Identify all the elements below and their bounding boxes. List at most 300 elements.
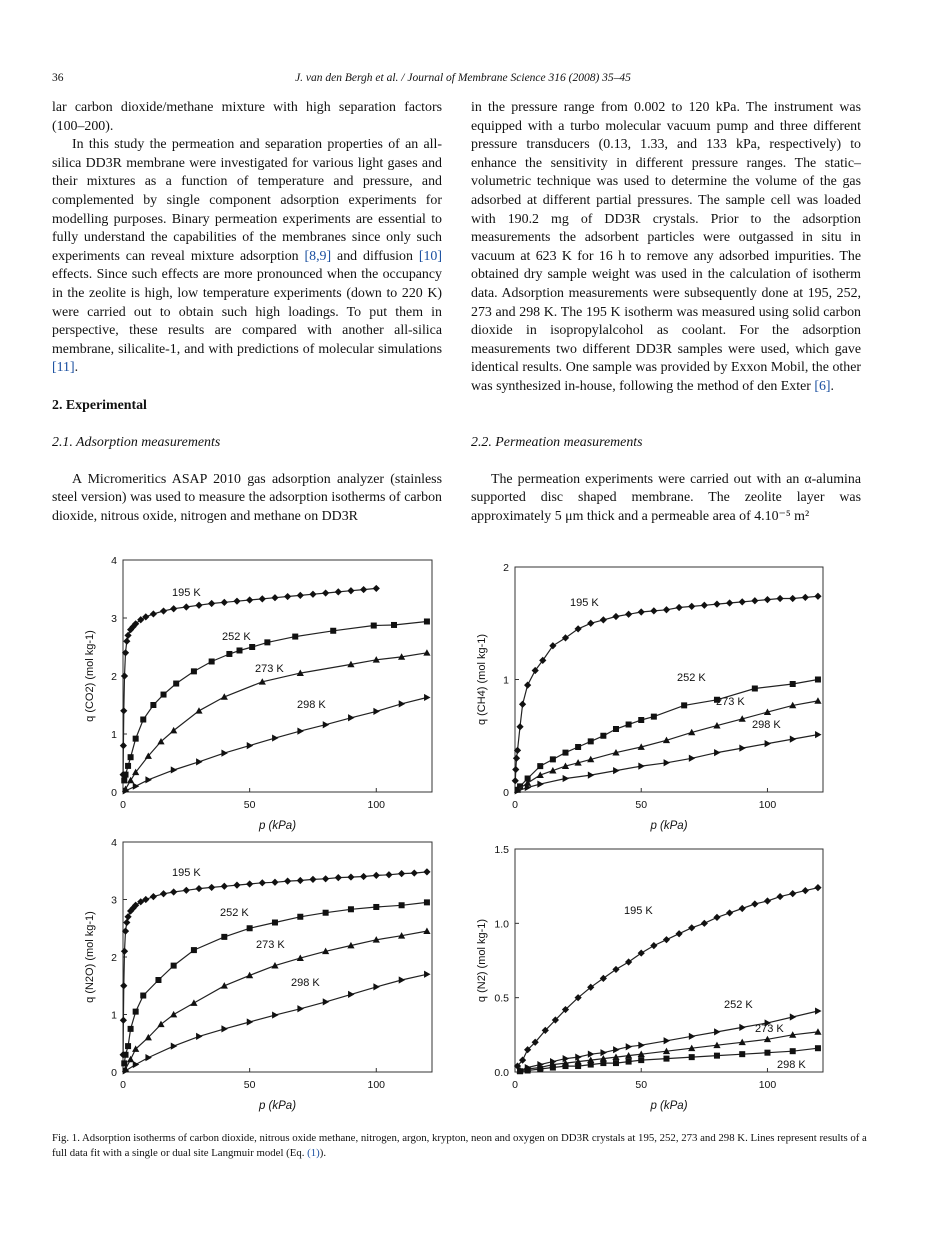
data-point bbox=[550, 756, 556, 762]
data-point bbox=[398, 870, 405, 877]
data-point bbox=[246, 596, 253, 603]
data-point bbox=[171, 766, 177, 773]
data-point bbox=[739, 745, 745, 752]
data-point bbox=[613, 767, 619, 774]
data-point bbox=[802, 594, 809, 601]
data-point bbox=[600, 616, 607, 623]
data-point bbox=[145, 1054, 151, 1061]
data-point bbox=[815, 677, 821, 683]
data-point bbox=[297, 592, 304, 599]
data-point bbox=[814, 1028, 821, 1034]
data-point bbox=[562, 1063, 568, 1069]
data-point bbox=[335, 588, 342, 595]
y-tick-label: 1 bbox=[111, 729, 117, 741]
data-point bbox=[271, 879, 278, 886]
data-point bbox=[814, 884, 821, 891]
data-point bbox=[638, 1042, 644, 1049]
y-tick-label: 0 bbox=[503, 787, 509, 799]
paragraph: A Micromeritics ASAP 2010 gas adsorption analyzer (stainless steel version) was used to measure the adsorption isotherms of carbon dioxide, nitrous oxide, nitrogen and methane on DD3R bbox=[52, 471, 442, 525]
data-point bbox=[171, 963, 177, 969]
series-252-K bbox=[121, 899, 430, 1066]
data-point bbox=[348, 906, 354, 912]
data-point bbox=[650, 942, 657, 949]
data-point bbox=[259, 595, 266, 602]
data-point bbox=[638, 763, 644, 770]
text-run: . bbox=[830, 378, 835, 394]
y-axis-label: q (CO2) (mol kg-1) bbox=[84, 630, 96, 722]
data-point bbox=[272, 1011, 278, 1018]
data-point bbox=[208, 884, 215, 891]
x-tick-label: 50 bbox=[243, 1079, 256, 1091]
data-point bbox=[170, 888, 177, 895]
citation-link[interactable]: [10] bbox=[418, 248, 442, 264]
data-point bbox=[626, 1043, 632, 1050]
data-point bbox=[140, 993, 146, 999]
data-point bbox=[562, 634, 569, 641]
data-point bbox=[399, 902, 405, 908]
data-point bbox=[309, 876, 316, 883]
data-point bbox=[373, 904, 379, 910]
data-point bbox=[297, 877, 304, 884]
left-column bbox=[52, 99, 442, 527]
data-point bbox=[814, 593, 821, 600]
data-point bbox=[133, 1009, 139, 1015]
data-point bbox=[613, 1046, 619, 1053]
y-tick-label: 2 bbox=[111, 671, 117, 683]
data-point bbox=[714, 1053, 720, 1059]
data-point bbox=[373, 585, 380, 592]
data-point bbox=[190, 999, 197, 1005]
data-point bbox=[537, 763, 543, 769]
figure-isotherms bbox=[0, 540, 925, 1125]
data-point bbox=[739, 905, 746, 912]
data-point bbox=[638, 1057, 644, 1063]
data-point bbox=[133, 1061, 139, 1068]
data-point bbox=[815, 731, 821, 738]
x-axis-label: p (kPa) bbox=[258, 820, 297, 832]
data-point bbox=[638, 717, 644, 723]
data-point bbox=[600, 733, 606, 739]
fit-line bbox=[518, 888, 819, 1066]
series-252-K bbox=[515, 672, 821, 793]
data-point bbox=[221, 599, 228, 606]
y-tick-label: 1.0 bbox=[494, 918, 509, 931]
data-point bbox=[752, 686, 758, 692]
citation-link[interactable]: [8,9] bbox=[304, 248, 332, 264]
data-point bbox=[600, 1060, 606, 1066]
data-point bbox=[650, 607, 657, 614]
y-tick-label: 0.0 bbox=[494, 1067, 509, 1079]
data-point bbox=[120, 742, 127, 749]
data-point bbox=[575, 1063, 581, 1069]
data-point bbox=[173, 681, 179, 687]
data-point bbox=[221, 1025, 227, 1032]
series-label: 273 K bbox=[255, 663, 284, 675]
journal-citation: J. van den Bergh et al. / Journal of Membrane Science 316 (2008) 35–45 bbox=[295, 72, 631, 84]
data-point bbox=[689, 755, 695, 762]
data-point bbox=[701, 920, 708, 927]
series-label: 195 K bbox=[570, 597, 599, 609]
data-point bbox=[284, 878, 291, 885]
data-point bbox=[524, 682, 531, 689]
data-point bbox=[626, 722, 632, 728]
data-point bbox=[221, 750, 227, 757]
data-point bbox=[121, 948, 128, 955]
series-298-K bbox=[515, 719, 822, 794]
data-point bbox=[751, 597, 758, 604]
data-point bbox=[125, 763, 131, 769]
series-label: 298 K bbox=[752, 719, 781, 731]
y-axis-label: q (CH4) (mol kg-1) bbox=[476, 633, 488, 726]
series-label: 273 K bbox=[755, 1023, 784, 1035]
data-point bbox=[663, 1056, 669, 1062]
data-point bbox=[348, 714, 354, 721]
data-point bbox=[123, 772, 129, 778]
data-point bbox=[233, 598, 240, 605]
data-point bbox=[292, 634, 298, 640]
x-tick-label: 50 bbox=[635, 799, 648, 811]
data-point bbox=[776, 893, 783, 900]
data-point bbox=[128, 1026, 134, 1032]
series-label: 273 K bbox=[256, 939, 285, 951]
data-point bbox=[537, 1066, 543, 1072]
text-run: in the pressure range from 0.002 to 120 kPa. The instrument was equipped with a turbo molecular vacuum pump and three different pressure transducers (0.13, 1.33, and 133 kPa, respectively) to enhance the sensitivity in different pressure ranges. The static–volumetric technique was used to determine the volume of the gas adsorbed at different partial pressures. The sample cell was loaded with 190.2 mg of DD3R crystals. Prior to the adsorption measurements the adsorbent particles were outgassed in situ in vacuum at 623 K for 16 h to remove any adsorbed impurities. The obtained dry sample weight was used in the calculation of isotherm data. Adsorption measurements were subsequently done at 195, 252, 273 and 298 K. The 195 K isotherm was measured using solid carbon dioxide in isopropylalcohol as coolant. For the adsorption measurements two different DD3R samples were used, which gave identical results. One sample was provided by Exxon Mobil, the other was synthesized in-house, following the method of den Exter bbox=[471, 100, 861, 394]
text-run: . bbox=[74, 360, 79, 376]
data-point bbox=[411, 869, 418, 876]
data-point bbox=[751, 900, 758, 907]
paragraph bbox=[52, 136, 442, 378]
data-point bbox=[815, 1045, 821, 1051]
data-point bbox=[247, 925, 253, 931]
data-point bbox=[195, 707, 202, 713]
data-point bbox=[360, 873, 367, 880]
data-point bbox=[675, 930, 682, 937]
series-label: 298 K bbox=[297, 699, 326, 711]
data-point bbox=[563, 775, 569, 782]
data-point bbox=[588, 738, 594, 744]
data-point bbox=[726, 599, 733, 606]
data-point bbox=[625, 958, 632, 965]
data-point bbox=[385, 871, 392, 878]
data-point bbox=[512, 777, 519, 784]
data-point bbox=[271, 594, 278, 601]
y-axis-label: q (N2) (mol kg-1) bbox=[476, 918, 488, 1003]
x-tick-label: 0 bbox=[512, 1079, 518, 1091]
data-point bbox=[170, 1011, 177, 1017]
data-point bbox=[689, 1054, 695, 1060]
x-axis-label: p (kPa) bbox=[650, 820, 688, 832]
data-point bbox=[713, 914, 720, 921]
series-label: 273 K bbox=[716, 696, 745, 708]
data-point bbox=[133, 783, 139, 790]
data-point bbox=[689, 1033, 695, 1040]
data-point bbox=[612, 613, 619, 620]
data-point bbox=[424, 694, 430, 701]
data-point bbox=[323, 998, 329, 1005]
x-tick-label: 100 bbox=[758, 1079, 777, 1091]
data-point bbox=[790, 736, 796, 743]
fit-line bbox=[518, 701, 819, 790]
chart-panel-2 bbox=[476, 562, 823, 832]
data-point bbox=[663, 606, 670, 613]
caption-text: Fig. 1. Adsorption isotherms of carbon dioxide, nitrous oxide methane, nitrogen, argon, krypton, neon and oxygen on DD3R crystals at 195, 252, 273 and 298 K. Lines represent results of a full data fit with a single or dual site Langmuir model (Eq. bbox=[52, 1132, 867, 1159]
data-point bbox=[145, 776, 151, 783]
data-point bbox=[259, 879, 266, 886]
data-point bbox=[123, 1052, 129, 1058]
data-point bbox=[297, 728, 303, 735]
caption-text: ). bbox=[319, 1147, 327, 1159]
chart-panel-1 bbox=[84, 555, 432, 832]
series-195-K bbox=[120, 585, 380, 778]
series-label: 298 K bbox=[291, 977, 320, 989]
data-point bbox=[272, 920, 278, 926]
citation-link[interactable]: [11] bbox=[52, 360, 75, 376]
data-point bbox=[335, 874, 342, 881]
data-point bbox=[322, 875, 329, 882]
data-point bbox=[150, 893, 157, 900]
data-point bbox=[128, 754, 134, 760]
data-point bbox=[588, 772, 594, 779]
series-273-K bbox=[122, 649, 431, 792]
y-tick-label: 2 bbox=[111, 952, 117, 964]
data-point bbox=[516, 723, 523, 730]
data-point bbox=[208, 600, 215, 607]
data-point bbox=[424, 971, 430, 978]
data-point bbox=[739, 1051, 745, 1057]
y-tick-label: 0 bbox=[111, 787, 117, 799]
data-point bbox=[764, 596, 771, 603]
plot-frame bbox=[123, 560, 432, 792]
right-column bbox=[471, 99, 861, 527]
data-point bbox=[713, 601, 720, 608]
series-298-K bbox=[123, 694, 431, 795]
y-tick-label: 0.5 bbox=[494, 992, 509, 1005]
data-point bbox=[790, 681, 796, 687]
data-point bbox=[663, 936, 670, 943]
x-tick-label: 0 bbox=[120, 799, 126, 811]
data-point bbox=[513, 755, 520, 762]
data-point bbox=[789, 595, 796, 602]
data-point bbox=[626, 1059, 632, 1065]
data-point bbox=[347, 587, 354, 594]
data-point bbox=[423, 928, 430, 934]
data-point bbox=[121, 1060, 127, 1066]
paragraph: The permeation experiments were carried out with an α-alumina supported disc shaped membrane. The zeolite layer was approximately 5 μm thick and a permeable area of 4.10⁻⁵ m² bbox=[471, 471, 861, 525]
data-point bbox=[688, 603, 695, 610]
section-heading: 2. Experimental bbox=[52, 397, 147, 413]
data-point bbox=[121, 777, 127, 783]
y-tick-label: 1 bbox=[111, 1009, 117, 1022]
data-point bbox=[309, 591, 316, 598]
data-point bbox=[233, 882, 240, 889]
data-point bbox=[512, 766, 519, 773]
paragraph: lar carbon dioxide/methane mixture with high separation factors (100–200). bbox=[52, 100, 442, 134]
data-point bbox=[537, 781, 543, 788]
data-point bbox=[701, 602, 708, 609]
data-point bbox=[625, 611, 632, 618]
data-point bbox=[525, 1068, 531, 1074]
fit-line bbox=[518, 680, 819, 790]
plot-frame bbox=[515, 849, 823, 1072]
data-point bbox=[360, 586, 367, 593]
data-point bbox=[297, 1005, 303, 1012]
text-run: In this study the permeation and separation properties of an all-silica DD3R membrane were investigated for various light gases and their mixtures as a function of temperature and pressure, and complemented by single component adsorption experiments for modelling purposes. Binary permeation experiments are essential to fully understand the capabilities of the membranes since only such experiments can reveal mixture adsorption bbox=[52, 137, 442, 264]
data-point bbox=[183, 603, 190, 610]
text-run: and diffusion bbox=[331, 248, 419, 264]
data-point bbox=[423, 649, 430, 655]
data-point bbox=[170, 605, 177, 612]
paragraph bbox=[471, 99, 861, 397]
fit-line bbox=[124, 902, 427, 1063]
data-point bbox=[373, 872, 380, 879]
y-tick-label: 3 bbox=[111, 613, 117, 625]
fit-line bbox=[126, 698, 427, 791]
data-point bbox=[322, 589, 329, 596]
data-point bbox=[373, 708, 379, 715]
data-point bbox=[549, 642, 556, 649]
data-point bbox=[391, 622, 397, 628]
data-point bbox=[399, 700, 405, 707]
series-195-K bbox=[512, 593, 822, 785]
data-point bbox=[373, 983, 379, 990]
series-273-K bbox=[516, 1023, 821, 1073]
y-axis-label: q (N2O) (mol kg-1) bbox=[84, 911, 96, 1003]
data-point bbox=[237, 647, 243, 653]
data-point bbox=[776, 595, 783, 602]
x-axis-label: p (kPa) bbox=[650, 1100, 688, 1112]
series-298-K bbox=[123, 971, 431, 1075]
subsection-heading: 2.1. Adsorption measurements bbox=[52, 434, 221, 450]
data-point bbox=[191, 668, 197, 674]
data-point bbox=[348, 991, 354, 998]
y-tick-label: 3 bbox=[111, 894, 117, 907]
citation-link[interactable]: [6] bbox=[814, 378, 831, 394]
y-tick-label: 0 bbox=[111, 1067, 117, 1079]
data-point bbox=[764, 1050, 770, 1056]
data-point bbox=[123, 919, 130, 926]
data-point bbox=[140, 717, 146, 723]
series-252-K bbox=[121, 618, 430, 783]
y-tick-label: 2 bbox=[503, 562, 509, 574]
fit-line bbox=[126, 974, 427, 1071]
x-tick-label: 0 bbox=[120, 1079, 126, 1091]
data-point bbox=[133, 736, 139, 742]
series-label: 252 K bbox=[724, 999, 753, 1011]
chart-panel-3 bbox=[84, 837, 432, 1112]
series-label: 252 K bbox=[222, 631, 251, 643]
fit-line bbox=[126, 931, 427, 1069]
series-label: 195 K bbox=[172, 867, 201, 879]
series-label: 298 K bbox=[777, 1059, 806, 1071]
data-point bbox=[664, 1037, 670, 1044]
data-point bbox=[424, 618, 430, 624]
data-point bbox=[196, 1033, 202, 1040]
series-label: 195 K bbox=[172, 587, 201, 599]
data-point bbox=[638, 608, 645, 615]
y-tick-label: 1 bbox=[503, 674, 509, 687]
data-point bbox=[575, 744, 581, 750]
data-point bbox=[739, 1024, 745, 1031]
data-point bbox=[519, 701, 526, 708]
data-point bbox=[790, 1013, 796, 1020]
data-point bbox=[264, 639, 270, 645]
data-point bbox=[802, 887, 809, 894]
series-label: 252 K bbox=[220, 907, 249, 919]
data-point bbox=[150, 702, 156, 708]
x-axis-label: p (kPa) bbox=[258, 1100, 297, 1112]
data-point bbox=[550, 1065, 556, 1071]
plot-frame bbox=[515, 567, 823, 792]
data-point bbox=[155, 977, 161, 983]
x-tick-label: 0 bbox=[512, 799, 518, 811]
data-point bbox=[347, 873, 354, 880]
equation-link[interactable]: (1) bbox=[307, 1147, 320, 1159]
plot-frame bbox=[123, 842, 432, 1072]
series-273-K bbox=[514, 696, 822, 793]
data-point bbox=[423, 868, 430, 875]
data-point bbox=[120, 1017, 127, 1024]
data-point bbox=[160, 890, 167, 897]
data-point bbox=[272, 734, 278, 741]
data-point bbox=[764, 897, 771, 904]
data-point bbox=[675, 604, 682, 611]
data-point bbox=[323, 910, 329, 916]
data-point bbox=[600, 1049, 606, 1056]
data-point bbox=[221, 883, 228, 890]
y-tick-label: 1.5 bbox=[494, 844, 509, 856]
data-point bbox=[790, 1048, 796, 1054]
figure-caption bbox=[52, 1131, 874, 1161]
data-point bbox=[739, 598, 746, 605]
page-number: 36 bbox=[52, 72, 64, 84]
data-point bbox=[714, 1028, 720, 1035]
data-point bbox=[688, 924, 695, 931]
text-run: effects. Since such effects are more pronounced when the occupancy in the zeolite is high, low temperature experiments (down to 220 K) were carried out to obtain such high loadings. To put them in perspective, these results are compared with another all-silica membrane, silicalite-1, and with predictions of molecular simulations bbox=[52, 267, 442, 357]
data-point bbox=[613, 1060, 619, 1066]
data-point bbox=[121, 672, 128, 679]
data-point bbox=[247, 1018, 253, 1025]
data-point bbox=[612, 966, 619, 973]
subsection-heading: 2.2. Permeation measurements bbox=[471, 434, 643, 450]
y-tick-label: 4 bbox=[111, 555, 117, 567]
data-point bbox=[789, 890, 796, 897]
data-point bbox=[587, 620, 594, 627]
data-point bbox=[196, 758, 202, 765]
data-point bbox=[726, 909, 733, 916]
data-point bbox=[814, 697, 821, 703]
data-point bbox=[150, 610, 157, 617]
data-point bbox=[284, 593, 291, 600]
data-point bbox=[330, 628, 336, 634]
data-point bbox=[651, 714, 657, 720]
series-label: 195 K bbox=[624, 905, 653, 917]
fit-line bbox=[515, 596, 818, 781]
data-point bbox=[123, 638, 130, 645]
data-point bbox=[127, 777, 134, 783]
data-point bbox=[371, 623, 377, 629]
data-point bbox=[517, 1068, 523, 1074]
data-point bbox=[399, 976, 405, 983]
data-point bbox=[613, 726, 619, 732]
data-point bbox=[765, 740, 771, 747]
data-point bbox=[209, 659, 215, 665]
data-point bbox=[120, 982, 127, 989]
data-point bbox=[171, 1043, 177, 1050]
x-tick-label: 100 bbox=[367, 1079, 386, 1091]
series-273-K bbox=[122, 928, 431, 1072]
fit-line bbox=[124, 622, 427, 781]
x-tick-label: 50 bbox=[635, 1079, 648, 1091]
